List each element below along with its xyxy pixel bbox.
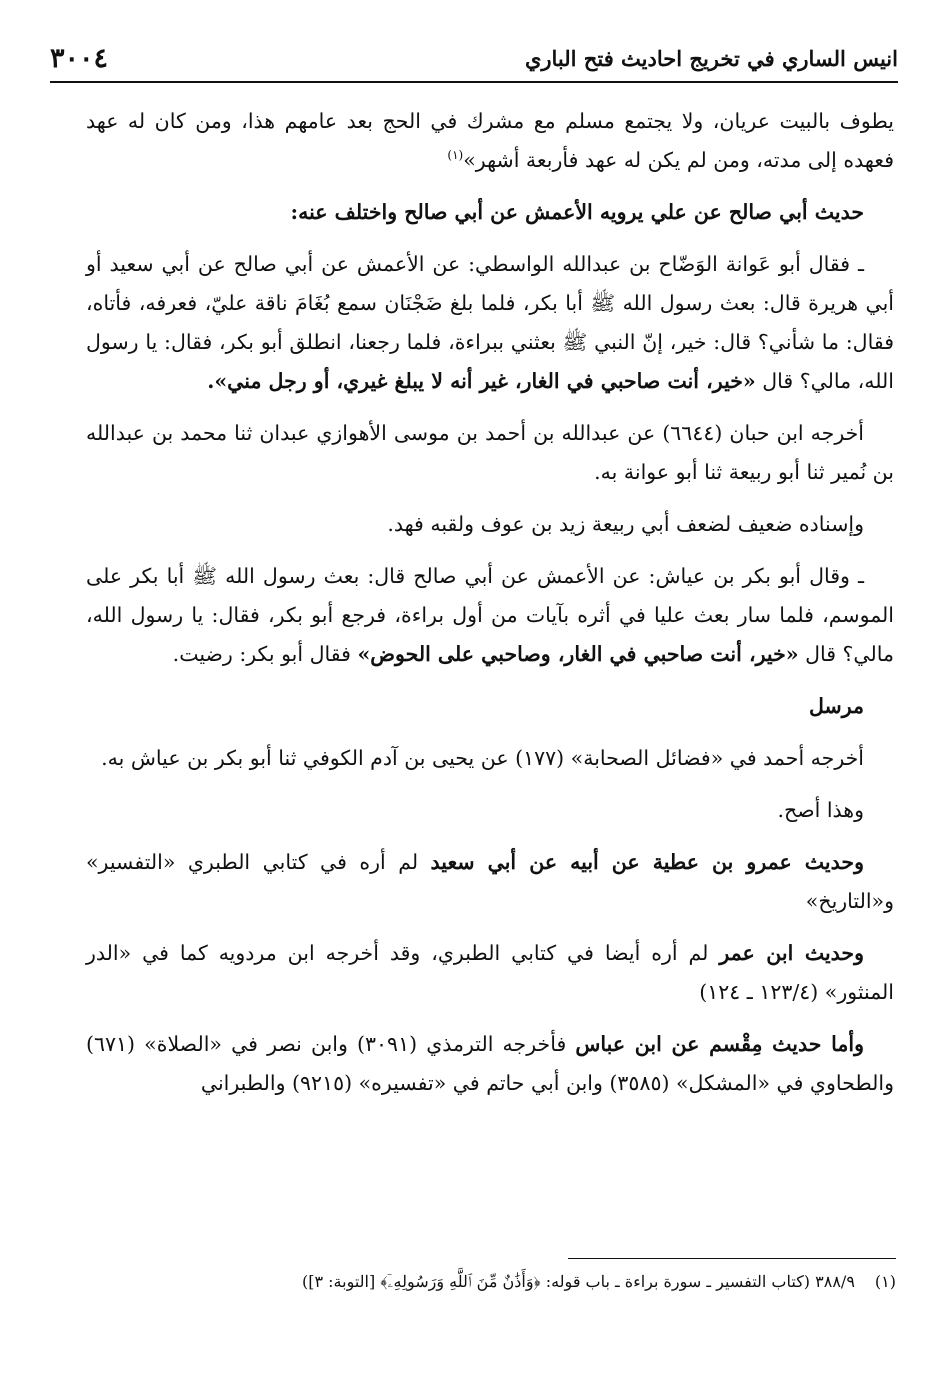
running-title: انيس الساري في تخريج احاديث فتح الباري bbox=[524, 45, 898, 71]
header-rule bbox=[50, 81, 898, 83]
paragraph: وإسناده ضعيف لضعف أبي ربيعة زيد بن عوف ولقبه فهد. bbox=[387, 512, 864, 536]
paragraph: يطوف بالبيت عريان، ولا يجتمع مسلم مع مشرك في الحج بعد عامهم هذا، ومن كان له عهد فعهده إلى مدته، ومن لم يكن له عهد فأربعة أشهر»$^{(١)}$ bbox=[86, 109, 894, 172]
paragraph: أخرجه ابن حبان (٦٦٤٤) عن عبدالله بن أحمد بن موسى الأهوازي عبدان ثنا محمد بن عبدالله بن نُمير ثنا أبو ربيعة ثنا أبو عوانة به. bbox=[86, 421, 894, 484]
footnote bbox=[230, 1268, 896, 1296]
page-header bbox=[50, 38, 898, 78]
paragraph: ـ فقال أبو عَوانة الوَضّاح بن عبدالله الواسطي: عن الأعمش عن أبي صالح عن أبي سعيد أو أبي هريرة قال: بعث رسول الله ﷺ أبا بكر، فلما بلغ ضَجْنَان سمع بُغَامَ ناقة عليّ، فعرفه، فأتاه، فقال: ما شأني؟ قال: خير، إنّ النبي ﷺ بعثني ببراءة، فلما رجعنا، انطلق أبو بكر، فقال: يا رسول الله، مالي؟ قال «خير، أنت صاحبي في الغار، غير أنه لا يبلغ غيري، أو رجل مني». bbox=[86, 252, 894, 393]
paragraph: أخرجه أحمد في «فضائل الصحابة» (١٧٧) عن يحيى بن آدم الكوفي ثنا أبو بكر بن عياش به. bbox=[101, 746, 864, 770]
section-heading: حديث أبي صالح عن علي يرويه الأعمش عن أبي صالح واختلف عنه: bbox=[290, 200, 864, 224]
footnote-number: (١) bbox=[874, 1272, 896, 1291]
page-number: ٣٠٠٤ bbox=[50, 42, 109, 74]
paragraph: ـ وقال أبو بكر بن عياش: عن الأعمش عن أبي صالح قال: بعث رسول الله ﷺ أبا بكر على الموسم، فلما سار بعث عليا في أثره بآيات من أول براءة، فرجع أبو بكر، فقال: يا رسول الله، مالي؟ قال «خير، أنت صاحبي في الغار، وصاحبي على الحوض» فقال أبو بكر: رضيت. bbox=[86, 564, 894, 666]
paragraph: وأما حديث مِقْسم عن ابن عباس فأخرجه الترمذي (٣٠٩١) وابن نصر في «الصلاة» (٦٧١) والطحاوي في «المشكل» (٣٥٨٥) وابن أبي حاتم في «تفسيره» (٩٢١٥) والطبراني bbox=[86, 1032, 894, 1095]
main-text bbox=[86, 102, 894, 1116]
paragraph: وحديث عمرو بن عطية عن أبيه عن أبي سعيد لم أره في كتابي الطبري «التفسير» و«التاريخ» bbox=[86, 850, 894, 913]
footnote-ref: (١) bbox=[447, 148, 464, 163]
footnote-text: ٣٨٨/٩ (كتاب التفسير ـ سورة براءة ـ باب قوله: ﴿وَأَذَٰنٌ مِّنَ ٱللَّهِ وَرَسُولِهِۦٓ﴾ [التوبة: ٣]) bbox=[302, 1272, 855, 1291]
paragraph: وهذا أصح. bbox=[777, 798, 864, 822]
subheading: مرسل bbox=[809, 694, 864, 718]
footnote-rule bbox=[568, 1258, 896, 1259]
paragraph: وحديث ابن عمر لم أره أيضا في كتابي الطبري، وقد أخرجه ابن مردويه كما في «الدر المنثور» (١٢٣/٤ ـ ١٢٤) bbox=[86, 941, 894, 1004]
